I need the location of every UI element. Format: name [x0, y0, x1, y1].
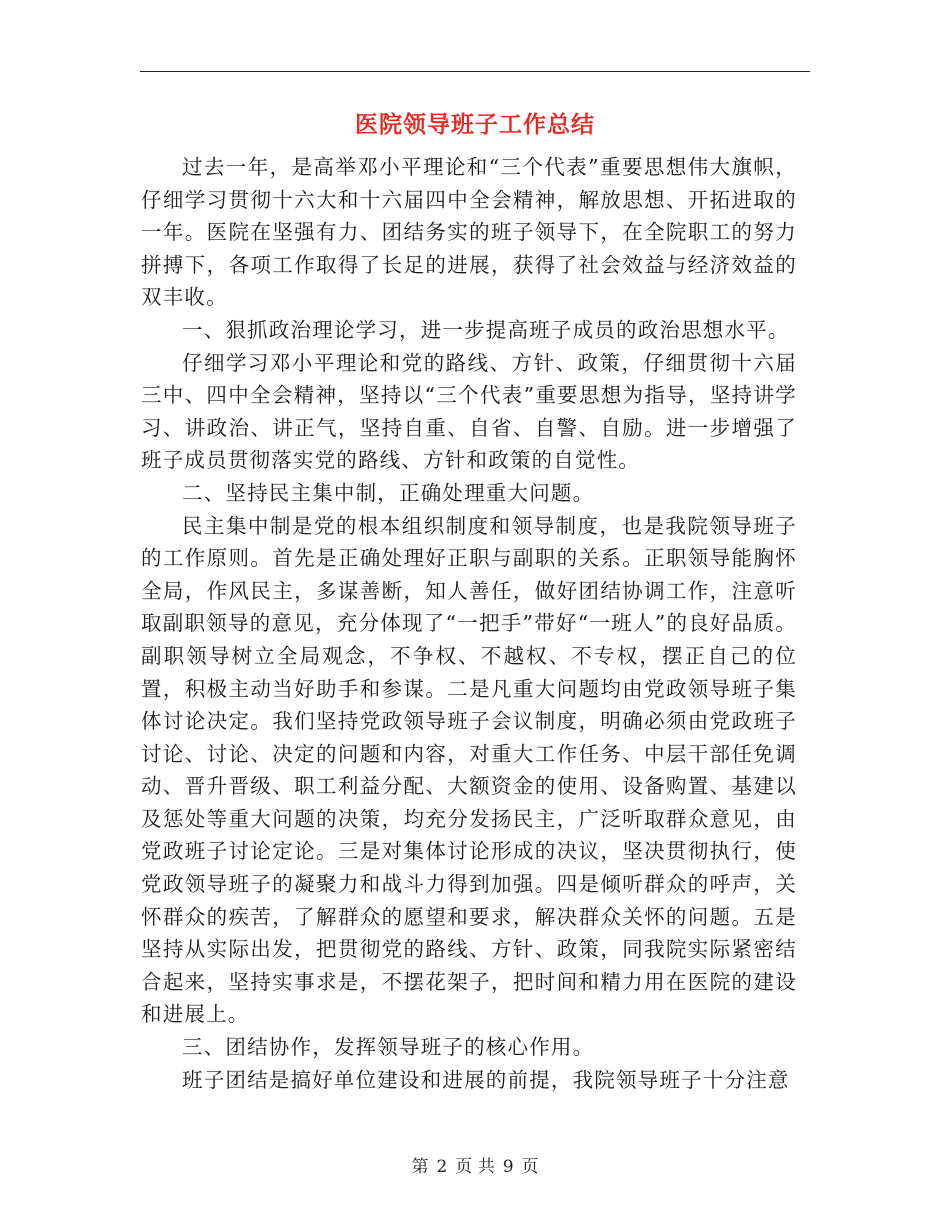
document-title: 医院领导班子工作总结	[355, 111, 595, 138]
paragraph-section-1: 仔细学习邓小平理论和党的路线、方针、政策，仔细贯彻十六届三中、四中全会精神，坚持以“三个代表”重要思想为指导，坚持讲学习、讲政治、讲正气，坚持自重、自省、自警、自励。进一步增强了班子成员贯彻落实党的路线、方针和政策的自觉性。	[141, 350, 797, 473]
section-heading-3: 三、团结协作，发挥领导班子的核心作用。	[182, 1035, 595, 1060]
section-heading-1: 一、狠抓政治理论学习，进一步提高班子成员的政治思想水平。	[182, 317, 790, 342]
paragraph-intro: 过去一年，是高举邓小平理论和“三个代表”重要思想伟大旗帜，仔细学习贯彻十六大和十六届四中全会精神，解放思想、开拓进取的一年。医院在坚强有力、团结务实的班子领导下，在全院职工的努力拼搏下，各项工作取得了长足的进展，获得了社会效益与经济效益的双丰收。	[141, 155, 797, 310]
page-footer	[0, 1152, 950, 1177]
paragraph-section-2: 民主集中制是党的根本组织制度和领导制度，也是我院领导班子的工作原则。首先是正确处理好正职与副职的关系。正职领导能胸怀全局，作风民主，多谋善断，知人善任，做好团结协调工作，注意听取副职领导的意见，充分体现了“一把手”带好“一班人”的良好品质。副职领导树立全局观念，不争权、不越权、不专权，摆正自己的位置，积极主动当好助手和参谋。二是凡重大问题均由党政领导班子集体讨论决定。我们坚持党政领导班子会议制度，明确必须由党政班子讨论、讨论、决定的问题和内容，对重大工作任务、中层干部任免调动、晋升晋级、职工利益分配、大额资金的使用、设备购置、基建以及惩处等重大问题的决策，均充分发扬民主，广泛听取群众意见，由党政班子讨论定论。三是对集体讨论形成的决议，坚决贯彻执行，使党政领导班子的凝聚力和战斗力得到加强。四是倾听群众的呼声，关怀群众的疾苦，了解群众的愿望和要求，解决群众关怀的问题。五是坚持从实际出发，把贯彻党的路线、方针、政策，同我院实际紧密结合起来，坚持实事求是，不摆花架子，把时间和精力用在医院的建设和进展上。	[141, 513, 797, 1027]
document-body	[141, 151, 797, 1096]
footer-mid: 页 共	[455, 1157, 495, 1177]
section-heading-2: 二、坚持民主集中制，正确处理重大问题。	[182, 480, 595, 505]
footer-current-page: 2	[436, 1157, 448, 1177]
paragraph-section-3: 班子团结是搞好单位建设和进展的前提，我院领导班子十分注意	[182, 1067, 790, 1092]
footer-suffix: 页	[521, 1157, 539, 1177]
footer-prefix: 第	[411, 1157, 429, 1177]
header-rule	[140, 71, 810, 72]
footer-total-pages: 9	[502, 1157, 514, 1177]
